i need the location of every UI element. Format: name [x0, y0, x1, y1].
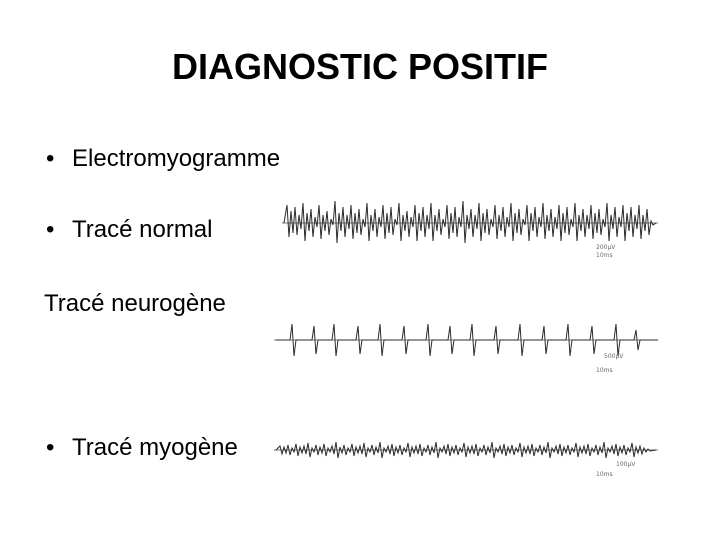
svg-text:10ms: 10ms	[596, 252, 613, 259]
item-trace-neurogene	[44, 290, 226, 318]
svg-text:200µV: 200µV	[596, 244, 616, 251]
bullet-icon: •	[46, 216, 55, 243]
bullet-item-trace-myogene	[46, 434, 238, 462]
svg-text:100µV: 100µV	[616, 461, 636, 468]
bullet-icon: •	[46, 434, 55, 461]
bullet-text: Tracé normal	[72, 216, 213, 243]
svg-text:500µV: 500µV	[604, 353, 624, 360]
slide-title: DIAGNOSTIC POSITIF	[171, 46, 548, 87]
svg-text:10ms: 10ms	[596, 471, 613, 478]
svg-text:10ms: 10ms	[596, 367, 613, 374]
emg-neurogenic-trace-image	[266, 312, 666, 382]
emg-normal-trace-image	[266, 185, 666, 265]
bullet-icon: •	[46, 145, 55, 172]
bullet-text: Electromyogramme	[72, 145, 281, 172]
emg-myogenic-trace-image	[266, 420, 666, 490]
bullet-item-trace-normal	[46, 216, 212, 244]
bullet-text: Tracé myogène	[72, 434, 238, 461]
emg-normal-trace	[284, 201, 656, 243]
item-text: Tracé neurogène	[44, 290, 226, 317]
bullet-item-electromyogramme	[46, 145, 280, 173]
